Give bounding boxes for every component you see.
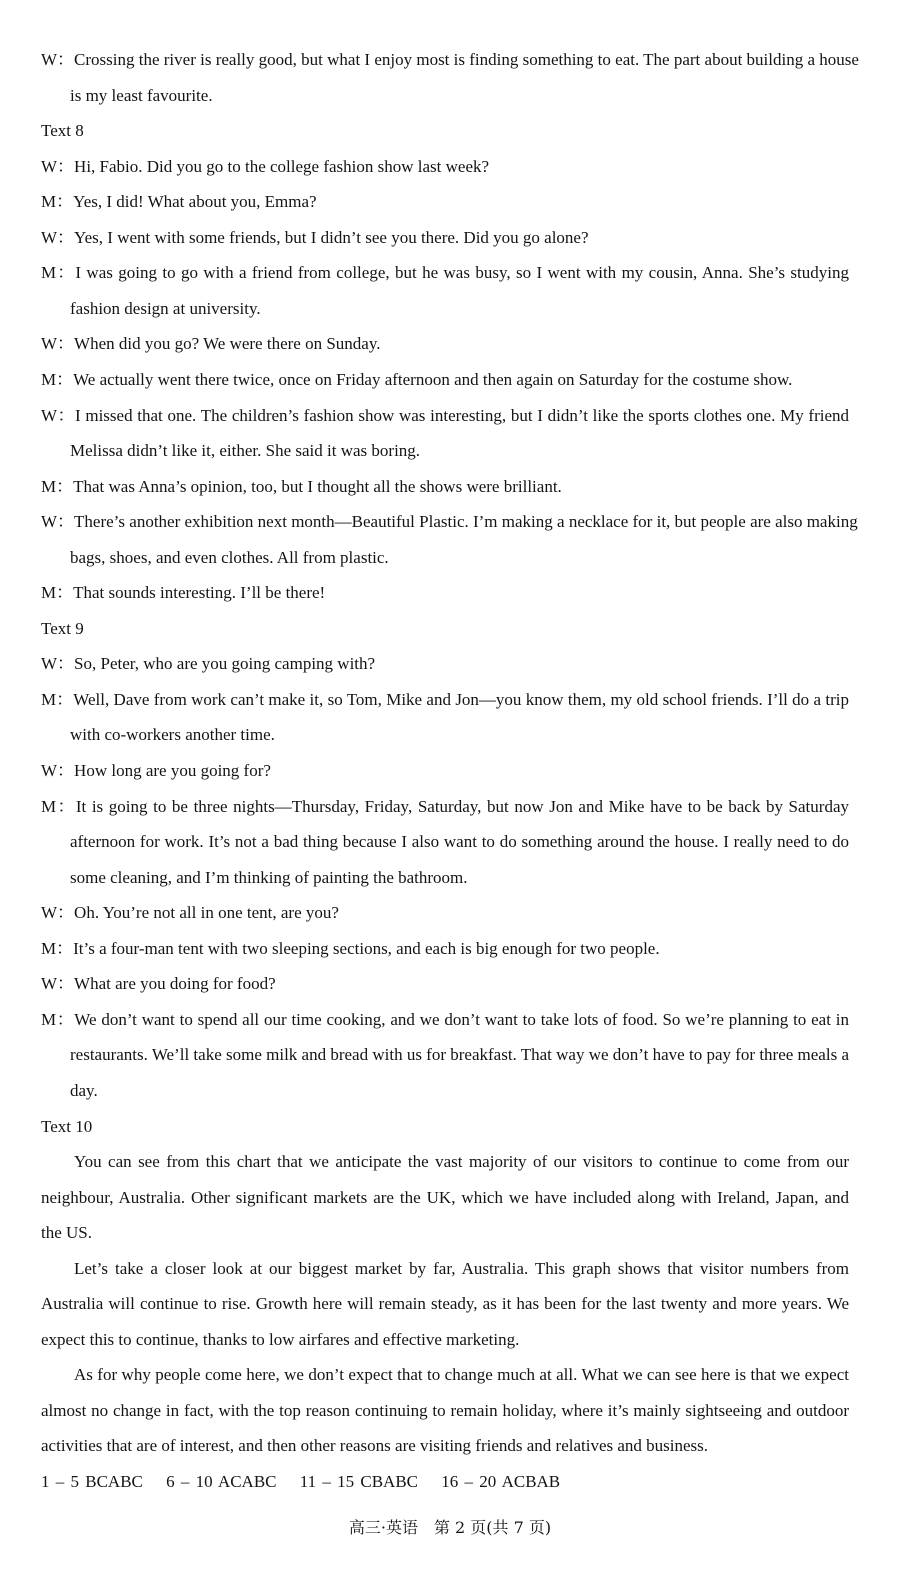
text-line: M：Yes, I did! What about you, Emma?: [41, 192, 317, 212]
text-line: afternoon for work. It’s not a bad thing because I also want to do something around the house. I really need to do: [70, 832, 849, 852]
text-line: M：We actually went there twice, once on Friday afternoon and then again on Saturday for the costume show.: [41, 369, 793, 389]
text-line: day.: [70, 1080, 98, 1100]
answer-key: 1 – 5 BCABC 6 – 10 ACABC 11 – 15 CBABC 16 – 20 ACBAB: [41, 1472, 561, 1491]
text-line: W：Hi, Fabio. Did you go to the college fashion show last week?: [41, 156, 490, 176]
text-line: W：So, Peter, who are you going camping with?: [41, 654, 376, 674]
text-line: activities that are of interest, and then other reasons are visiting friends and relatives and business.: [41, 1436, 709, 1456]
text-line: Melissa didn’t like it, either. She said it was boring.: [70, 441, 421, 461]
text-line: W：When did you go? We were there on Sunday.: [41, 334, 381, 354]
text-line: Australia will continue to rise. Growth here will remain steady, as it has been for the last twenty and more years. We: [41, 1294, 849, 1314]
text-line: W：There’s another exhibition next month—Beautiful Plastic. I’m making a necklace for it, but people are also making: [41, 512, 858, 532]
text-line: You can see from this chart that we anticipate the vast majority of our visitors to continue to come from our: [74, 1152, 849, 1172]
text-line: W：Oh. You’re not all in one tent, are you?: [41, 903, 339, 923]
text-line: Let’s take a closer look at our biggest market by far, Australia. This graph shows that visitor numbers from: [74, 1258, 849, 1278]
text-line: neighbour, Australia. Other significant markets are the UK, which we have included along with Ireland, Japan, and: [41, 1187, 849, 1207]
text-line: with co-workers another time.: [70, 725, 275, 745]
text-line: almost no change in fact, with the top reason continuing to remain holiday, where it’s mainly sightseeing and outdoor: [41, 1400, 849, 1420]
section-heading: Text 8: [41, 121, 84, 141]
text-line: M：That sounds interesting. I’ll be there!: [41, 583, 326, 603]
text-line: restaurants. We’ll take some milk and bread with us for breakfast. That way we don’t have to pay for three meals a: [70, 1045, 849, 1065]
text-line: fashion design at university.: [70, 298, 261, 318]
text-line: W：How long are you going for?: [41, 761, 271, 780]
text-line: W：Yes, I went with some friends, but I didn’t see you there. Did you go alone?: [41, 227, 589, 247]
text-line: the US.: [41, 1223, 92, 1243]
text-line: expect this to continue, thanks to low airfares and effective marketing.: [41, 1329, 520, 1349]
page-footer: 高三·英语 第 2 页(共 7 页): [348, 1518, 552, 1537]
text-line: As for why people come here, we don’t expect that to change much at all. What we can see here is that we expect: [74, 1365, 849, 1385]
text-line: some cleaning, and I’m thinking of painting the bathroom.: [70, 867, 468, 887]
text-line: W：What are you doing for food?: [41, 974, 276, 994]
text-line: M：It’s a four-man tent with two sleeping sections, and each is big enough for two people.: [41, 938, 660, 958]
text-line: bags, shoes, and even clothes. All from plastic.: [70, 547, 389, 567]
text-line: M：Well, Dave from work can’t make it, so Tom, Mike and Jon—you know them, my old school friends. I’ll do a trip: [41, 689, 849, 709]
text-line: is my least favourite.: [70, 85, 213, 105]
text-line: M：That was Anna’s opinion, too, but I thought all the shows were brilliant.: [41, 476, 562, 496]
text-line: M：It is going to be three nights—Thursday, Friday, Saturday, but now Jon and Mike have to be back by Saturday: [41, 796, 849, 816]
text-line: M：We don’t want to spend all our time cooking, and we don’t want to take lots of food. So we’re planning to eat in: [41, 1009, 849, 1029]
section-heading: Text 10: [41, 1116, 93, 1136]
text-line: M：I was going to go with a friend from college, but he was busy, so I went with my cousin, Anna. She’s studying: [41, 263, 849, 283]
section-heading: Text 9: [41, 618, 84, 638]
text-line: W：Crossing the river is really good, but what I enjoy most is finding something to eat. The part about building a house: [41, 50, 859, 69]
text-line: W：I missed that one. The children’s fashion show was interesting, but I didn’t like the sports clothes one. My friend: [41, 405, 849, 425]
